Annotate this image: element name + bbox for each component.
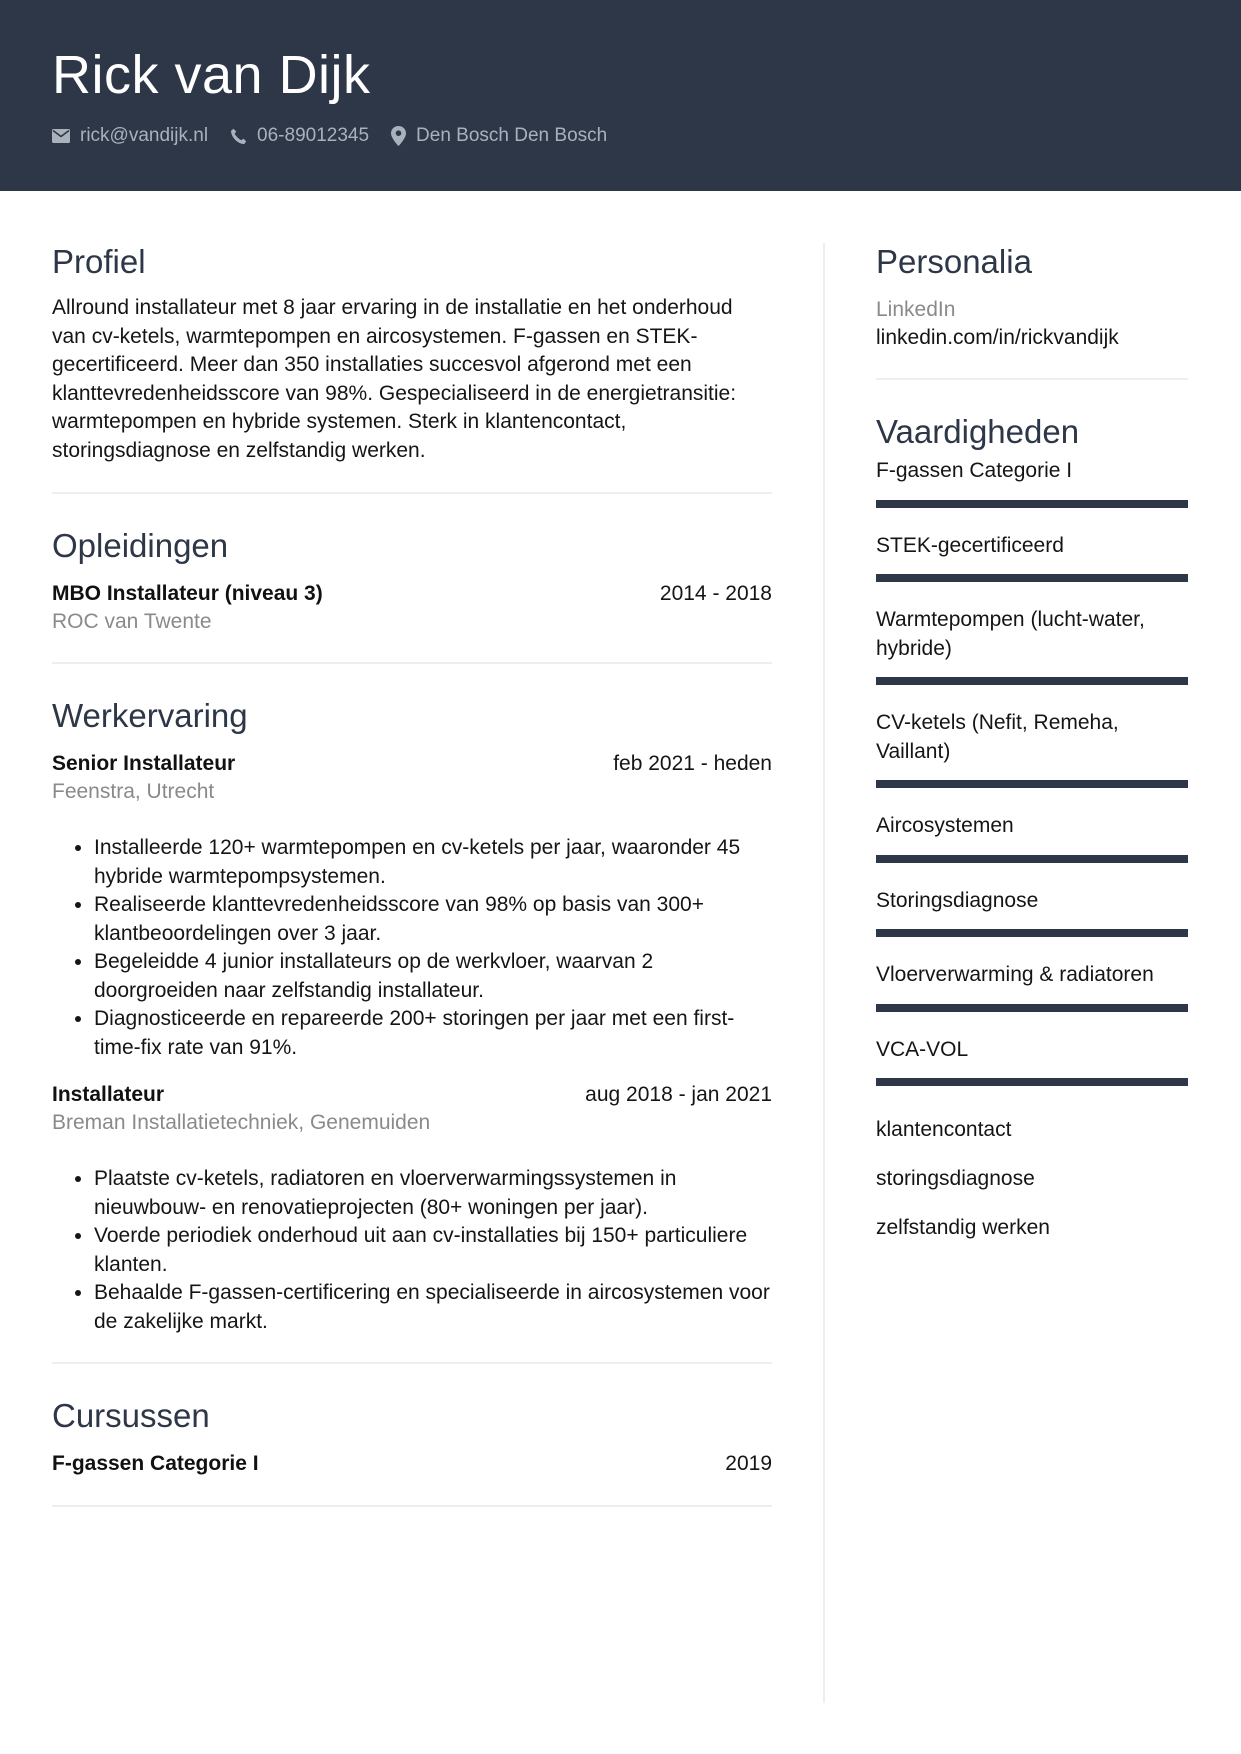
education-entry-header [52, 580, 772, 608]
experience-entry [52, 750, 772, 1062]
skill-name: F-gassen Categorie I [876, 459, 1073, 482]
courses-section [52, 1392, 772, 1507]
skill-name: Aircosystemen [876, 814, 1014, 837]
envelope-icon [52, 129, 70, 143]
skill-item [876, 1036, 1188, 1087]
section-divider [52, 1505, 772, 1507]
course-entry [52, 1450, 772, 1478]
section-divider [52, 492, 772, 494]
contact-location [391, 122, 607, 150]
column-divider [823, 243, 825, 1703]
job-bullets [52, 1165, 772, 1336]
profile-section [52, 238, 772, 494]
section-title-profile: Profiel [52, 243, 146, 280]
job-title: Senior Installateur [52, 752, 236, 775]
skill-name: VCA-VOL [876, 1037, 969, 1061]
plain-skill-item: klantencontact [876, 1118, 1012, 1141]
list-item: • Begeleidde 4 junior installateurs op de werkvloer, waarvan 2 doorgroeiden naar zelfstandig installateur. [94, 948, 772, 1005]
skill-level-bar [876, 677, 1188, 685]
personal-section [876, 238, 1188, 380]
skill-name: Storingsdiagnose [876, 888, 1039, 912]
job-bullets [52, 834, 772, 1062]
education-degree: MBO Installateur (niveau 3) [52, 582, 323, 605]
list-item: • Diagnosticeerde en repareerde 200+ storingen per jaar met een first-time-fix rate van 91%. [94, 1005, 772, 1062]
main-column [52, 238, 772, 1507]
skill-item [876, 709, 1188, 788]
skill-level-bar [876, 780, 1188, 788]
job-company: Feenstra, Utrecht [52, 780, 215, 803]
header-banner [0, 0, 1241, 191]
plain-skill-item: storingsdiagnose [876, 1167, 1035, 1190]
list-item: • Installeerde 120+ warmtepompen en cv-ketels per jaar, waaronder 45 hybride warmtepompsystemen. [94, 834, 772, 891]
section-divider [52, 1362, 772, 1364]
education-school: ROC van Twente [52, 610, 212, 633]
contact-phone[interactable] [230, 122, 369, 150]
contact-email[interactable] [52, 122, 208, 150]
job-dates: feb 2021 - heden [613, 752, 772, 775]
skill-level-bar [876, 929, 1188, 937]
map-pin-icon [391, 126, 406, 146]
linkedin-link[interactable]: linkedin.com/in/rickvandijk [876, 326, 1119, 349]
course-year: 2019 [725, 1452, 772, 1475]
skill-name: STEK-gecertificeerd [876, 533, 1064, 557]
job-company: Breman Installatietechniek, Genemuiden [52, 1111, 431, 1134]
experience-entry-header [52, 750, 772, 778]
skill-name: Vloerverwarming & radiatoren [876, 963, 1154, 986]
section-title-experience: Werkervaring [52, 697, 248, 734]
experience-entry-header [52, 1081, 772, 1109]
skill-item [876, 812, 1188, 863]
list-item: • Voerde periodiek onderhoud uit aan cv-installaties bij 150+ particuliere klanten. [94, 1222, 772, 1279]
skill-name: Warmtepompen (lucht-water, hybride) [876, 608, 1145, 660]
phone-text: 06-89012345 [257, 125, 370, 146]
experience-section [52, 692, 772, 1364]
skill-level-bar [876, 855, 1188, 863]
course-name: F-gassen Categorie I [52, 1452, 259, 1475]
email-text: rick@vandijk.nl [80, 125, 209, 146]
sidebar-column [876, 238, 1188, 1242]
section-divider [52, 662, 772, 664]
skill-level-bar [876, 574, 1188, 582]
location-text: Den Bosch Den Bosch [416, 125, 608, 146]
plain-skills-list [876, 1116, 1188, 1242]
candidate-name: Rick van Dijk [52, 45, 371, 105]
experience-entry [52, 1081, 772, 1336]
job-title: Installateur [52, 1083, 165, 1106]
skill-level-bar [876, 500, 1188, 508]
section-title-skills: Vaardigheden [876, 413, 1080, 450]
contact-row [52, 122, 629, 150]
skill-item [876, 961, 1188, 1012]
section-title-courses: Cursussen [52, 1397, 210, 1434]
education-entry [52, 580, 772, 636]
skill-item [876, 457, 1188, 508]
section-title-personal: Personalia [876, 243, 1032, 280]
education-section [52, 522, 772, 664]
profile-text: Allround installateur met 8 jaar ervaring in de installatie en het onderhoud van cv-ketels, warmtepompen en aircosystemen. F-gassen en STEK-gecertificeerd. Meer dan 350 installaties succesvol afgerond met een klanttevredenheidsscore van 98%. Gespecialiseerd in de energietransitie: warmtepompen en hybride systemen. Sterk in klantencontact, storingsdiagnose en zelfstandig werken. [52, 296, 737, 462]
skills-list [876, 457, 1188, 1086]
skill-item [876, 606, 1188, 685]
job-dates: aug 2018 - jan 2021 [585, 1083, 772, 1106]
skill-level-bar [876, 1004, 1188, 1012]
list-item: • Behaalde F-gassen-certificering en specialiseerde in aircosystemen voor de zakelijke markt. [94, 1279, 772, 1336]
list-item: • Realiseerde klanttevredenheidsscore van 98% op basis van 300+ klantbeoordelingen over 3 jaar. [94, 891, 772, 948]
education-dates: 2014 - 2018 [659, 582, 772, 605]
skills-section [876, 408, 1188, 1242]
section-divider [876, 378, 1188, 380]
list-item: • Plaatste cv-ketels, radiatoren en vloerverwarmingssystemen in nieuwbouw- en renovatieprojecten (80+ woningen per jaar). [94, 1165, 772, 1222]
section-title-education: Opleidingen [52, 527, 229, 564]
skill-name: CV-ketels (Nefit, Remeha, Vaillant) [876, 711, 1119, 763]
phone-icon [230, 128, 247, 145]
skill-item [876, 887, 1188, 938]
linkedin-label: LinkedIn [876, 298, 956, 321]
skill-item [876, 532, 1188, 583]
plain-skill-item: zelfstandig werken [876, 1216, 1050, 1239]
skill-level-bar [876, 1078, 1188, 1086]
